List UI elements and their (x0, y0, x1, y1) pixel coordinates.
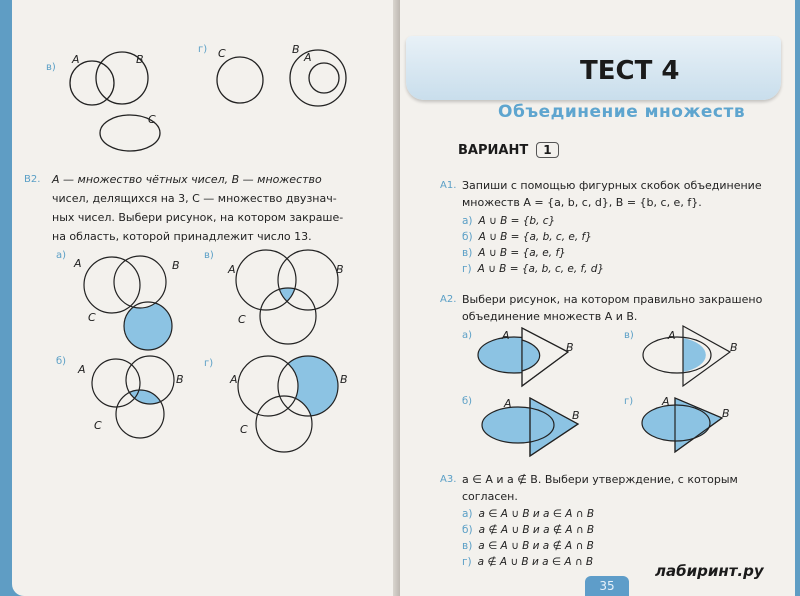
variant-heading (458, 142, 559, 158)
a3-option-g[interactable] (462, 556, 593, 568)
a3-option-a[interactable] (462, 508, 594, 520)
a3-line-1: a ∈ A и a ∉ B. Выбери утверждение, с которым (462, 473, 738, 486)
section-subtitle: Объединение множеств (498, 102, 746, 122)
set-label-a-v: A (228, 263, 236, 276)
a3-option-g-key: г) (462, 556, 472, 568)
left-page-figures (12, 0, 398, 596)
a2-option-label-v: в) (624, 330, 634, 341)
diagram-a2-a (478, 328, 568, 386)
a1-line-2: множеств A = {a, b, c, d}, B = {b, c, e, f}. (462, 196, 702, 209)
a2-set-b-g: B (722, 407, 730, 420)
diagram-b2-v (236, 250, 338, 344)
exercise-label-a1: A1. (440, 180, 457, 191)
a2-set-a-b: A (504, 397, 512, 410)
set-label-b-top-g: B (292, 43, 300, 56)
a3-option-b[interactable] (462, 524, 594, 536)
set-label-b-top-v: B (136, 53, 144, 66)
a3-option-a-text: a ∈ A ∪ B и a ∈ A ∩ B (478, 508, 595, 520)
a3-option-g-text: a ∉ A ∪ B и a ∈ A ∩ B (477, 556, 594, 568)
option-label-v: в) (204, 250, 214, 261)
a2-set-b-v: B (730, 341, 738, 354)
a3-option-a-key: а) (462, 508, 473, 520)
set-label-a-top-g: A (304, 51, 312, 64)
a1-line-1: Запиши с помощью фигурных скобок объединение (462, 179, 762, 192)
a2-option-label-a: а) (462, 330, 473, 341)
set-label-c-v: C (238, 313, 246, 326)
diagram-a2-v (643, 326, 730, 386)
exercise-label-a2: A2. (440, 294, 457, 305)
set-label-c-g: C (240, 423, 248, 436)
exercise-label-a3: A3. (440, 474, 457, 485)
a2-option-label-b: б) (462, 396, 473, 407)
a2-line-2: объединение множеств A и B. (462, 310, 638, 323)
a1-option-v-text: A ∪ B = {a, e, f} (478, 247, 566, 259)
set-label-b-b: B (176, 373, 184, 386)
a1-option-v-key: в) (462, 247, 473, 259)
option-label-v-top: в) (46, 62, 56, 73)
a1-option-a-text: A ∪ B = {b, c} (478, 215, 556, 227)
set-label-c-b: C (94, 419, 102, 432)
set-label-a-top-v: A (72, 53, 80, 66)
a2-set-a-v: A (668, 329, 676, 342)
a1-option-g-text: A ∪ B = {a, b, c, e, f, d} (477, 263, 605, 275)
b2-line-2: чисел, делящихся на 3, C — множество двузнач- (52, 192, 337, 205)
set-label-a-a: A (74, 257, 82, 270)
a1-option-b-key: б) (462, 231, 473, 243)
set-label-c-a: C (88, 311, 96, 324)
a1-option-b[interactable] (462, 231, 592, 243)
set-label-a-g: A (230, 373, 238, 386)
b2-line-3: ных чисел. Выбери рисунок, на котором закраше- (52, 211, 344, 224)
exercise-label-b2: B2. (24, 174, 41, 185)
a3-option-v-key: в) (462, 540, 473, 552)
a2-line-1: Выбери рисунок, на котором правильно закрашено (462, 293, 763, 306)
diagram-top-v (70, 52, 160, 151)
a1-option-b-text: A ∪ B = {a, b, c, e, f} (478, 231, 592, 243)
a2-set-a-a: A (502, 329, 510, 342)
b2-line-4: на область, которой принадлежит число 13. (52, 230, 312, 243)
a2-set-a-g: A (662, 395, 670, 408)
test-title: ТЕСТ 4 (580, 56, 680, 86)
set-label-b-g: B (340, 373, 348, 386)
a1-option-a[interactable] (462, 215, 555, 227)
option-label-g: г) (204, 358, 214, 369)
a1-option-g-key: г) (462, 263, 472, 275)
a3-option-b-key: б) (462, 524, 473, 536)
a3-option-b-text: a ∉ A ∪ B и a ∉ A ∩ B (478, 524, 595, 536)
set-label-c-top-v: C (148, 113, 156, 126)
variant-number: 1 (536, 142, 558, 158)
option-label-a: а) (56, 250, 67, 261)
variant-label: ВАРИАНТ (458, 143, 529, 158)
diagram-b2-a (84, 256, 172, 350)
set-label-c-top-g: C (218, 47, 226, 60)
a2-set-b-b: B (572, 409, 580, 422)
watermark: лабиринт.ру (655, 562, 764, 580)
diagram-b2-g (238, 356, 338, 452)
set-label-b-v: B (336, 263, 344, 276)
b2-line-1: A — множество чётных чисел, B — множество (52, 173, 322, 186)
diagram-top-g (217, 50, 346, 106)
a1-option-g[interactable] (462, 263, 604, 275)
set-label-b-a: B (172, 259, 180, 272)
a3-option-v-text: a ∈ A ∪ B и a ∉ A ∩ B (478, 540, 594, 552)
a1-option-a-key: а) (462, 215, 473, 227)
a2-set-b-a: B (566, 341, 574, 354)
a2-option-label-g: г) (624, 396, 634, 407)
diagram-a2-g (642, 398, 722, 452)
option-label-g-top: г) (198, 44, 208, 55)
a3-line-2: согласен. (462, 490, 518, 503)
a3-option-v[interactable] (462, 540, 594, 552)
a1-option-v[interactable] (462, 247, 566, 259)
page-number: 35 (585, 576, 629, 596)
option-label-b: б) (56, 356, 67, 367)
set-label-a-b: A (78, 363, 86, 376)
left-page (12, 0, 398, 596)
diagram-a2-b (482, 398, 578, 456)
